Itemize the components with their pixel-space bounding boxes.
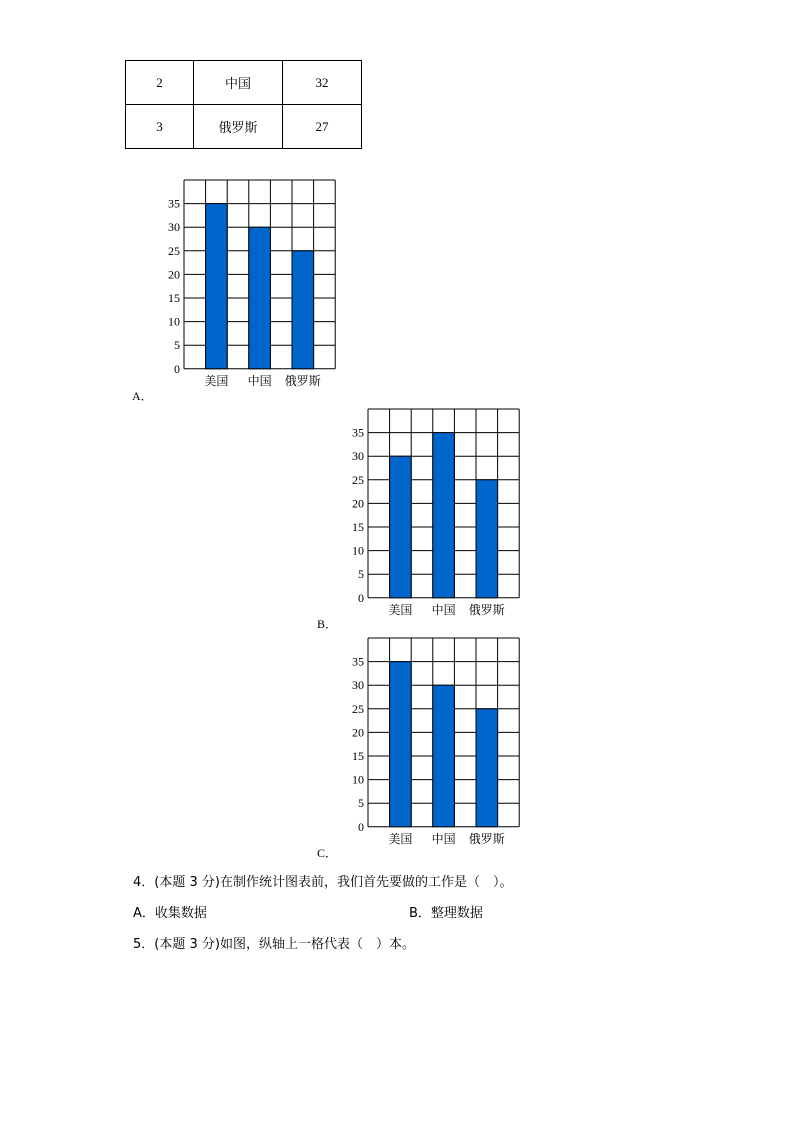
bar-chart-b <box>334 404 534 624</box>
category-label: 美国 <box>388 831 413 846</box>
question-5: 5．(本题 3 分)如图，纵轴上一格代表（ ）本。 <box>133 937 415 952</box>
bar-1 <box>249 227 271 369</box>
option-label-b[interactable]: B． <box>317 617 338 631</box>
table-cell: 2 <box>126 61 194 105</box>
option-label-a[interactable]: A． <box>132 389 153 403</box>
y-tick-label: 5 <box>174 338 180 353</box>
y-tick-label: 5 <box>358 567 364 582</box>
bar-chart-a <box>150 175 350 395</box>
bar-2 <box>292 251 314 369</box>
category-label: 俄罗斯 <box>284 373 321 388</box>
y-tick-label: 15 <box>168 291 180 305</box>
y-tick-label: 10 <box>168 314 180 329</box>
y-tick-label: 35 <box>168 196 180 211</box>
category-label: 中国 <box>431 831 456 846</box>
medal-table <box>125 60 362 149</box>
table-cell: 俄罗斯 <box>194 105 283 149</box>
y-tick-label: 0 <box>174 361 180 376</box>
table-cell: 27 <box>283 105 362 149</box>
y-tick-label: 30 <box>352 449 364 464</box>
table-row <box>126 61 362 105</box>
y-tick-label: 10 <box>352 543 364 558</box>
y-tick-label: 20 <box>168 267 180 282</box>
bar-1 <box>433 685 455 827</box>
y-tick-label: 20 <box>352 725 364 740</box>
y-tick-label: 35 <box>352 425 364 440</box>
category-label: 中国 <box>431 602 456 617</box>
table-cell: 中国 <box>194 61 283 105</box>
category-label: 俄罗斯 <box>468 602 505 617</box>
question-4: 4．(本题 3 分)在制作统计图表前，我们首先要做的工作是（ ）。 <box>133 875 513 890</box>
y-tick-label: 35 <box>352 654 364 669</box>
table-cell: 32 <box>283 61 362 105</box>
bar-0 <box>206 204 228 369</box>
bar-2 <box>476 709 498 827</box>
category-label: 俄罗斯 <box>468 831 505 846</box>
bar-2 <box>476 480 498 598</box>
y-tick-label: 0 <box>358 819 364 834</box>
y-tick-label: 0 <box>358 590 364 605</box>
y-tick-label: 15 <box>352 520 364 534</box>
y-tick-label: 25 <box>352 472 364 487</box>
bar-0 <box>390 662 412 827</box>
table-cell: 3 <box>126 105 194 149</box>
category-label: 美国 <box>388 602 413 617</box>
y-tick-label: 15 <box>352 749 364 763</box>
option-label-c[interactable]: C． <box>317 846 338 860</box>
table-row <box>126 105 362 149</box>
question-4-option-a[interactable]: A．收集数据 <box>133 906 207 921</box>
bar-1 <box>433 433 455 598</box>
y-tick-label: 30 <box>168 220 180 235</box>
category-label: 美国 <box>204 373 229 388</box>
y-tick-label: 20 <box>352 496 364 511</box>
y-tick-label: 30 <box>352 678 364 693</box>
y-tick-label: 5 <box>358 796 364 811</box>
question-4-option-b[interactable]: B．整理数据 <box>409 906 483 921</box>
y-tick-label: 25 <box>168 243 180 258</box>
bar-chart-c <box>334 633 534 853</box>
y-tick-label: 25 <box>352 701 364 716</box>
y-tick-label: 10 <box>352 772 364 787</box>
category-label: 中国 <box>247 373 272 388</box>
bar-0 <box>390 456 412 598</box>
